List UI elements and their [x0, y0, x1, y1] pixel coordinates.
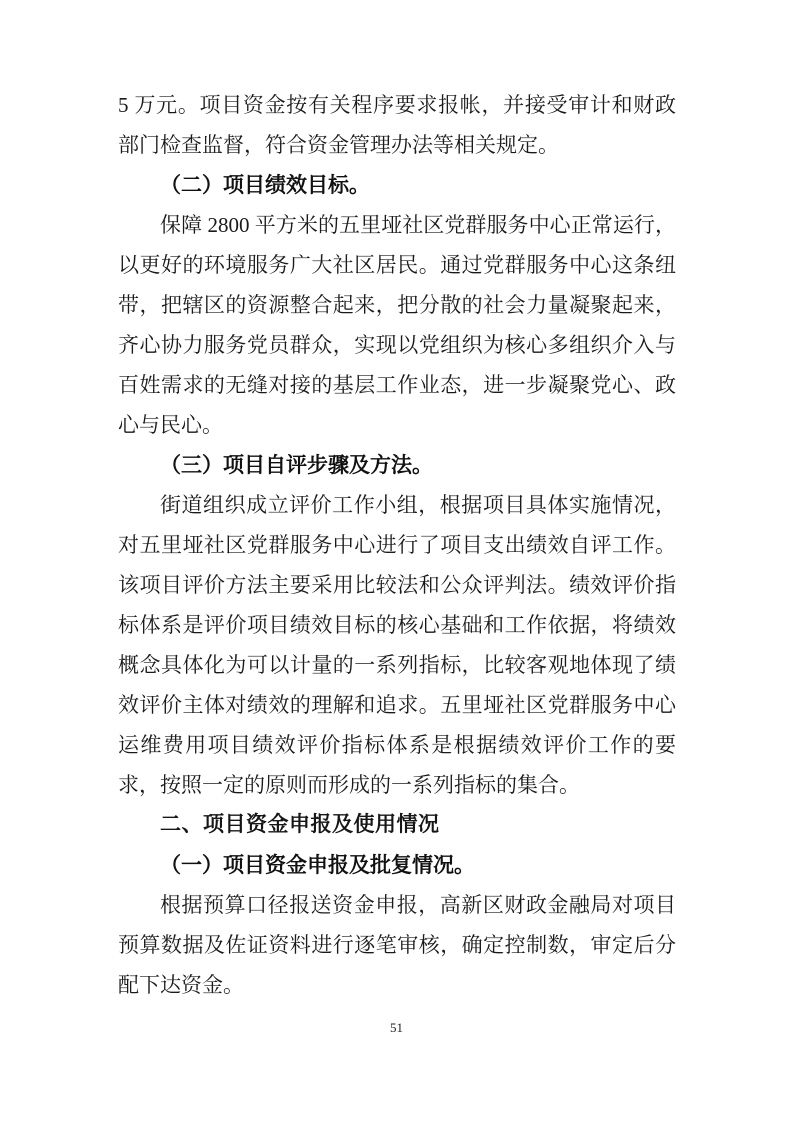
- document-body: [118, 85, 676, 1005]
- paragraph-funds-management-tail: 5 万元。项目资金按有关程序要求报帐，并接受审计和财政部门检查监督，符合资金管理办法等相关规定。: [118, 93, 676, 157]
- paragraph-self-evaluation-method: 街道组织成立评价工作小组，根据项目具体实施情况，对五里垭社区党群服务中心进行了项目支出绩效自评工作。该项目评价方法主要采用比较法和公众评判法。绩效评价指标体系是评价项目绩效目标的核心基础和工作依据，将绩效概念具体化为可以计量的一系列指标，比较客观地体现了绩效评价主体对绩效的理解和追求。五里垭社区党群服务中心运维费用项目绩效评价指标体系是根据绩效评价工作的要求，按照一定的原则而形成的一系列指标的集合。: [118, 493, 676, 797]
- heading-self-evaluation-method: （三）项目自评步骤及方法。: [160, 453, 433, 477]
- paragraph-performance-goal: 保障 2800 平方米的五里垭社区党群服务中心正常运行，以更好的环境服务广大社区居民。通过党群服务中心这条纽带，把辖区的资源整合起来，把分散的社会力量凝聚起来，齐心协力服务党员群众，实现以党组织为核心多组织介入与百姓需求的无缝对接的基层工作业态，进一步凝聚党心、政心与民心。: [118, 213, 676, 437]
- heading-performance-goal: （二）项目绩效目标。: [160, 173, 370, 197]
- page-number: 51: [390, 1020, 403, 1035]
- heading-section-two-funds: 二、项目资金申报及使用情况: [160, 813, 440, 836]
- paragraph-funds-application: 根据预算口径报送资金申报，高新区财政金融局对项目预算数据及佐证资料进行逐笔审核，确定控制数，审定后分配下达资金。: [118, 893, 676, 997]
- heading-funds-application: （一）项目资金申报及批复情况。: [160, 853, 475, 877]
